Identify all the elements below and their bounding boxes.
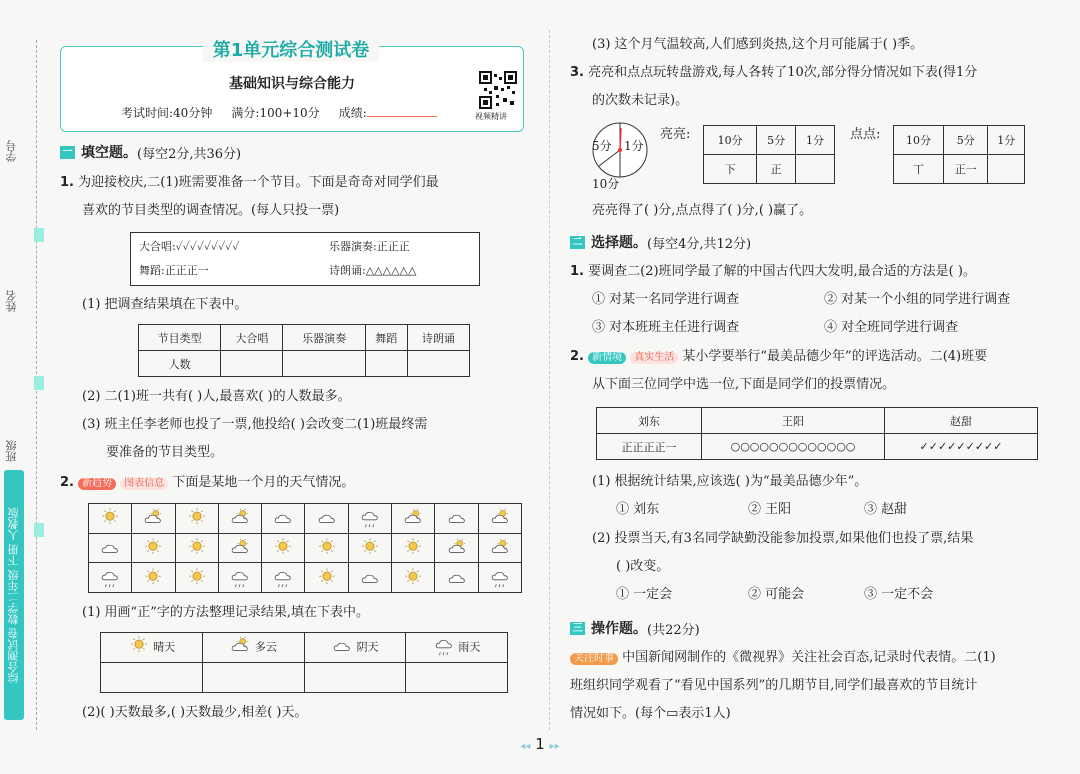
s2-q2-sub2-opt2[interactable]: ② 可能会 — [748, 587, 805, 602]
s2-q2-sub1: (1) 根据统计结果,应该选( )为“最美品德少年”。 — [592, 474, 868, 489]
s2-q2-sub2-line1: (2) 投票当天,有3名同学缺勤没能参加投票,如果他们也投了票,结果 — [592, 531, 974, 546]
section-1-heading — [60, 142, 241, 162]
q1-sub3-line1: (3) 班主任李老师也投了一票,他投给( )会改变二(1)班最终需 — [82, 417, 428, 432]
weather-grid — [88, 503, 522, 593]
tally-cell: 正 — [757, 155, 796, 184]
q2-line — [60, 476, 354, 490]
cloudy-sun-icon — [478, 533, 521, 563]
s2-q1-option-1[interactable]: ① 对某一名同学进行调查 — [592, 292, 740, 307]
q1-line1 — [60, 176, 439, 189]
overcast-icon — [262, 504, 305, 534]
page-title: 第1单元综合测试卷 — [203, 36, 380, 62]
survey-box — [130, 232, 480, 286]
overcast-icon — [89, 533, 132, 563]
q2-text: 下面是某地一个月的天气情况。 — [172, 475, 355, 490]
answer-cell[interactable] — [304, 663, 406, 693]
section-3-heading — [570, 618, 700, 638]
overcast-icon — [435, 563, 478, 593]
s2-q1-option-4[interactable]: ④ 对全班同学进行调查 — [824, 320, 959, 335]
section-1-note: (每空2分,共36分) — [137, 146, 242, 162]
section-1-title: 填空题。 — [81, 145, 137, 161]
class-label: 班级 — [5, 440, 18, 462]
overcast-icon — [348, 563, 391, 593]
candidate-name: 王阳 — [702, 408, 885, 434]
vote-tally: ✓✓✓✓✓✓✓✓✓ — [885, 434, 1038, 460]
type-header-rainy: 雨天 — [406, 633, 508, 663]
q3-line1 — [570, 66, 977, 79]
table-header: 乐器演奏 — [283, 325, 365, 351]
rainy-icon — [218, 563, 261, 593]
full-score: 满分:100+10分 — [231, 106, 320, 120]
sunny-icon — [392, 533, 435, 563]
s3-line1 — [570, 651, 996, 665]
section-2-heading — [570, 232, 751, 252]
qr-code-icon[interactable] — [479, 71, 517, 109]
sunny-icon — [305, 533, 348, 563]
rainy-icon — [478, 563, 521, 593]
tally-cell: 正⼀ — [944, 155, 988, 184]
q3-answer: 亮亮得了( )分,点点得了( )分,( )赢了。 — [592, 203, 813, 218]
subtitle: 基础知识与综合能力 — [229, 76, 355, 92]
q3-line2: 的次数未记录)。 — [592, 93, 689, 108]
score-blank[interactable] — [367, 104, 437, 117]
answer-cell[interactable] — [407, 351, 469, 377]
weather-row — [89, 504, 522, 534]
survey-instrument: 乐器演奏:正正正 — [329, 240, 410, 253]
rainy-icon — [89, 563, 132, 593]
chart-info-tag: 图表信息 — [120, 478, 168, 490]
sunny-icon — [262, 533, 305, 563]
q1-number: 1. — [60, 175, 74, 190]
real-life-tag: 真实生活 — [630, 352, 678, 364]
student-id-label: 学号 — [5, 140, 18, 162]
cloudy-sun-icon — [218, 533, 261, 563]
weather-row — [89, 563, 522, 593]
table-header: 诗朗诵 — [407, 325, 469, 351]
page-number: 1 — [535, 735, 545, 753]
candidate-name: 赵甜 — [885, 408, 1038, 434]
current-affairs-tag: 关注时事 — [570, 653, 618, 665]
wheel-label-10: 10分 — [592, 177, 620, 191]
s2-q1-line — [570, 265, 976, 278]
overcast-icon — [435, 504, 478, 534]
q1-sub1: (1) 把调查结果填在下表中。 — [82, 297, 248, 312]
binding-margin — [0, 0, 48, 774]
diandian-score-table — [893, 125, 1025, 184]
survey-recite: 诗朗诵:△△△△△△ — [329, 264, 417, 277]
prev-arrow-icon: ◂◂ — [520, 741, 531, 752]
rainy-icon — [348, 504, 391, 534]
q1-sub3-line2: 要准备的节目类型。 — [106, 445, 224, 460]
sunny-icon — [89, 504, 132, 534]
page-footer — [500, 735, 580, 753]
overcast-icon — [331, 635, 353, 660]
q2-sub2: (2)( )天数最多,( )天数最少,相差( )天。 — [82, 705, 308, 720]
q3-number: 3. — [570, 65, 584, 80]
score-header: 10分 — [894, 126, 944, 155]
exam-info — [121, 104, 437, 121]
s2-q2-sub1-opt3[interactable]: ③ 赵甜 — [864, 502, 908, 517]
tally-cell — [796, 155, 835, 184]
table-header: 节目类型 — [139, 325, 221, 351]
new-trend-tag: 新趋势 — [78, 478, 116, 490]
name-label: 姓名 — [5, 290, 18, 312]
type-header-sunny: 晴天 — [101, 633, 203, 663]
sunny-icon — [348, 533, 391, 563]
s2-q2-sub2-line2: ( )改变。 — [616, 559, 670, 574]
sunny-icon — [175, 504, 218, 534]
answer-cell[interactable] — [365, 351, 407, 377]
liangliang-label: 亮亮: — [660, 127, 691, 142]
cut-marker — [34, 376, 44, 390]
s2-q1-option-2[interactable]: ② 对某一个小组的同学进行调查 — [824, 292, 1011, 307]
cloudy-sun-icon — [132, 504, 175, 534]
score-header: 5分 — [757, 126, 796, 155]
answer-cell[interactable] — [101, 663, 203, 693]
cloudy-sun-icon — [229, 635, 251, 660]
wheel-label-5: 5分 — [592, 139, 612, 153]
rainy-icon — [262, 563, 305, 593]
exam-time: 考试时间:40分钟 — [121, 106, 213, 120]
book-series-label: 综合测试卷 数学二年级 下册 人教版 — [4, 470, 24, 720]
liangliang-score-table — [703, 125, 835, 184]
score-header: 1分 — [988, 126, 1025, 155]
cloudy-sun-icon — [218, 504, 261, 534]
program-count-table — [138, 324, 470, 377]
sunny-icon — [392, 563, 435, 593]
weather-tally-table — [100, 632, 508, 693]
q1-text: 为迎接校庆,二(1)班需要准备一个节目。下面是奇奇对同学们最 — [78, 175, 439, 190]
tally-cell: 下 — [704, 155, 757, 184]
overcast-icon — [305, 504, 348, 534]
s2-q2-line2: 从下面三位同学中选一位,下面是同学们的投票情况。 — [592, 377, 896, 392]
answer-cell[interactable] — [221, 351, 283, 377]
s2-q1-text: 要调查二(2)班同学最了解的中国古代四大发明,最合适的方法是( )。 — [588, 264, 976, 279]
s3-line3: 情况如下。(每个▭表示1人) — [570, 706, 731, 721]
section-2-title: 选择题。 — [591, 235, 647, 251]
s2-q2-sub1-opt2[interactable]: ② 王阳 — [748, 502, 792, 517]
q2-number: 2. — [60, 475, 74, 490]
candidate-name: 刘东 — [597, 408, 702, 434]
diandian-label: 点点: — [850, 127, 881, 142]
tally-cell — [988, 155, 1025, 184]
answer-cell[interactable] — [202, 663, 304, 693]
tally-cell: 丅 — [894, 155, 944, 184]
score-header: 5分 — [944, 126, 988, 155]
s2-q2-sub2-opt1[interactable]: ① 一定会 — [616, 587, 673, 602]
cloudy-sun-icon — [392, 504, 435, 534]
vote-table — [596, 407, 1038, 460]
table-header: 舞蹈 — [365, 325, 407, 351]
cloudy-sun-icon — [478, 504, 521, 534]
sunny-icon — [128, 635, 150, 660]
weather-row — [89, 533, 522, 563]
s2-q1-option-3[interactable]: ③ 对本班班主任进行调查 — [592, 320, 740, 335]
score-header: 1分 — [796, 126, 835, 155]
score-label: 成绩: — [338, 106, 367, 120]
section-3-icon: 三 — [570, 622, 585, 635]
section-1-icon: 一 — [60, 146, 75, 159]
survey-dance: 舞蹈:正正正⼀ — [139, 264, 209, 277]
cloudy-sun-icon — [435, 533, 478, 563]
answer-cell[interactable] — [406, 663, 508, 693]
sunny-icon — [175, 533, 218, 563]
sunny-icon — [132, 563, 175, 593]
s3-text: 中国新闻网制作的《微视界》关注社会百态,记录时代表情。二(1) — [622, 650, 996, 665]
sunny-icon — [132, 533, 175, 563]
wheel-label-1: 1分 — [624, 139, 644, 153]
cut-marker — [34, 523, 44, 537]
title-banner — [60, 36, 522, 60]
q1-line2: 喜欢的节目类型的调查情况。(每人只投一票) — [82, 203, 340, 218]
vote-tally: 正正正正⼀ — [597, 434, 702, 460]
answer-cell[interactable] — [283, 351, 365, 377]
q3-text: 亮亮和点点玩转盘游戏,每人各转了10次,部分得分情况如下表(得1分 — [588, 65, 978, 80]
s2-q2-sub1-opt1[interactable]: ① 刘东 — [616, 502, 660, 517]
sunny-icon — [175, 563, 218, 593]
vote-tally: ○○○○○○○○○○○○○ — [702, 434, 885, 460]
s2-q1-number: 1. — [570, 264, 584, 279]
table-header: 大合唱 — [221, 325, 283, 351]
sunny-icon — [305, 563, 348, 593]
qr-caption: 视频精讲 — [475, 112, 507, 121]
cut-marker — [34, 228, 44, 242]
new-context-tag: 新情境 — [588, 352, 626, 364]
s2-q2-line1 — [570, 350, 987, 364]
type-header-overcast: 阴天 — [304, 633, 406, 663]
section-3-note: (共22分) — [647, 622, 700, 638]
s3-line2: 班组织同学观看了“看见中国系列”的几期节目,同学们最喜欢的节目统计 — [570, 678, 978, 693]
q2-sub1: (1) 用画“正”字的方法整理记录结果,填在下表中。 — [82, 605, 369, 620]
section-2-note: (每空4分,共12分) — [647, 236, 752, 252]
table-row-label: 人数 — [139, 351, 221, 377]
next-arrow-icon: ▸▸ — [549, 741, 560, 752]
section-3-title: 操作题。 — [591, 621, 647, 637]
section-2-icon: 二 — [570, 236, 585, 249]
s2-q2-text: 某小学要举行“最美品德少年”的评选活动。二(4)班要 — [682, 349, 988, 364]
rainy-icon — [433, 635, 455, 660]
q1-sub2: (2) 二(1)班一共有( )人,最喜欢( )的人数最多。 — [82, 389, 351, 404]
s2-q2-number: 2. — [570, 349, 584, 364]
survey-chorus: 大合唱:✓✓✓✓✓✓✓✓✓ — [139, 240, 240, 253]
q1-sub3-right: (3) 这个月气温较高,人们感到炎热,这个月可能属于( )季。 — [592, 37, 924, 52]
s2-q2-sub2-opt3[interactable]: ③ 一定不会 — [864, 587, 934, 602]
type-header-cloudy: 多云 — [202, 633, 304, 663]
column-divider — [549, 30, 550, 730]
score-header: 10分 — [704, 126, 757, 155]
